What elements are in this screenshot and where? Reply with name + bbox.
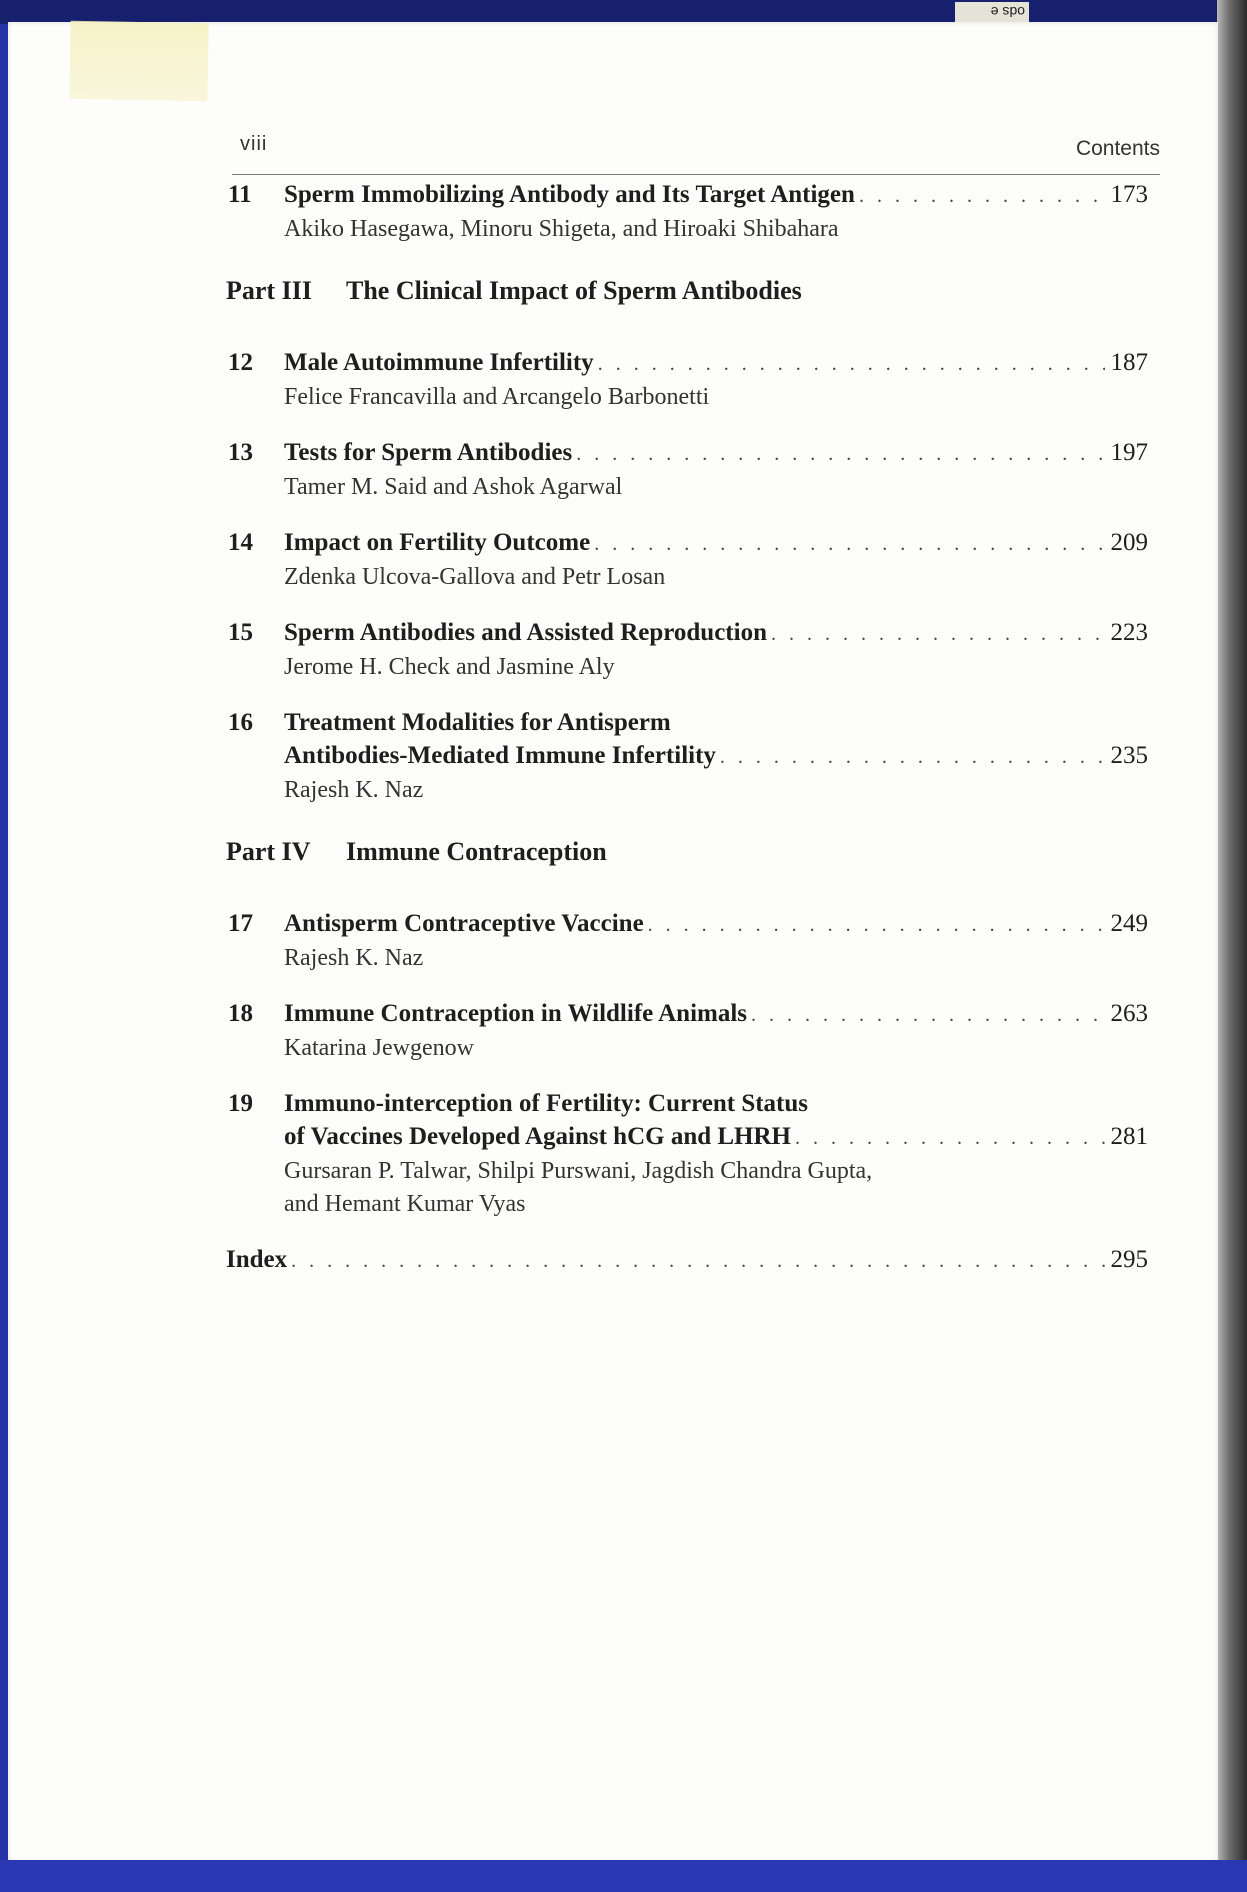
chapter-title: Impact on Fertility Outcome — [284, 529, 591, 556]
page-number: 235 — [1110, 742, 1148, 769]
chapter-authors: Tamer M. Said and Ashok Agarwal — [284, 474, 623, 500]
chapter-number: 14 — [228, 529, 253, 556]
chapter-number: 13 — [228, 439, 253, 466]
sticky-note — [69, 21, 208, 101]
page-number: 295 — [1110, 1246, 1148, 1273]
part-title: The Clinical Impact of Sperm Antibodies — [346, 276, 802, 305]
toc-entry-ch18[interactable] — [226, 997, 1148, 1065]
part-label: Part III — [226, 276, 312, 305]
top-binding-strip — [0, 0, 1247, 24]
toc-entry-ch11[interactable] — [226, 178, 1148, 246]
chapter-title: Sperm Antibodies and Assisted Reproduction — [284, 619, 767, 646]
page-header — [232, 117, 1160, 175]
dot-leader — [771, 618, 1105, 651]
part-title: Immune Contraception — [346, 837, 607, 866]
dot-leader — [795, 1122, 1104, 1155]
toc-entry-ch13[interactable] — [226, 436, 1148, 504]
page-number: 263 — [1110, 1000, 1148, 1027]
chapter-authors: Jerome H. Check and Jasmine Aly — [284, 654, 615, 680]
top-sticker-label: ods e — [955, 2, 1029, 22]
part-heading-iii — [226, 274, 1148, 308]
chapter-number: 19 — [228, 1090, 253, 1117]
chapter-title: Tests for Sperm Antibodies — [284, 439, 573, 466]
page-number: 173 — [1110, 181, 1148, 208]
toc-entry-ch12[interactable] — [226, 346, 1148, 414]
page-number: 197 — [1110, 439, 1148, 466]
table-of-contents — [226, 178, 1148, 1278]
page-number: 249 — [1110, 910, 1148, 937]
dot-leader — [594, 528, 1104, 561]
toc-entry-ch16[interactable] — [226, 706, 1148, 807]
part-heading-iv — [226, 835, 1148, 869]
page-number: 187 — [1110, 349, 1148, 376]
chapter-authors: Zdenka Ulcova-Gallova and Petr Losan — [284, 564, 666, 590]
dot-leader — [720, 741, 1105, 774]
chapter-authors-line1: Gursaran P. Talwar, Shilpi Purswani, Jagdish Chandra Gupta, — [284, 1158, 873, 1184]
chapter-number: 18 — [228, 1000, 253, 1027]
chapter-title: Sperm Immobilizing Antibody and Its Target Antigen — [284, 181, 855, 208]
toc-entry-ch15[interactable] — [226, 616, 1148, 684]
chapter-number: 11 — [228, 181, 252, 208]
chapter-number: 16 — [228, 709, 253, 736]
page-number: 223 — [1110, 619, 1148, 646]
page-number: 281 — [1110, 1123, 1148, 1150]
page-folio: viii — [240, 133, 268, 155]
chapter-authors: Katarina Jewgenow — [284, 1035, 474, 1061]
chapter-authors-line2: and Hemant Kumar Vyas — [284, 1191, 526, 1217]
chapter-number: 12 — [228, 349, 253, 376]
chapter-title-line1: Immuno-interception of Fertility: Current Status — [284, 1090, 809, 1117]
dot-leader — [291, 1245, 1104, 1278]
part-label: Part IV — [226, 837, 311, 866]
dot-leader — [598, 348, 1105, 381]
chapter-number: 17 — [228, 910, 253, 937]
chapter-authors: Akiko Hasegawa, Minoru Shigeta, and Hiroaki Shibahara — [284, 216, 839, 242]
page-number: 209 — [1110, 529, 1148, 556]
chapter-title-line2: Antibodies-Mediated Immune Infertility — [284, 742, 716, 769]
toc-entry-ch14[interactable] — [226, 526, 1148, 594]
toc-entry-index[interactable] — [226, 1243, 1148, 1278]
chapter-title: Antisperm Contraceptive Vaccine — [284, 910, 644, 937]
chapter-authors: Rajesh K. Naz — [284, 945, 424, 971]
running-title: Contents — [1075, 137, 1160, 160]
chapter-title-line1: Treatment Modalities for Antisperm — [284, 709, 671, 736]
dot-leader — [648, 909, 1105, 942]
chapter-title-line2: of Vaccines Developed Against hCG and LHRH — [284, 1123, 792, 1150]
toc-entry-ch19[interactable] — [226, 1087, 1148, 1221]
bottom-binding-strip — [0, 1860, 1247, 1892]
chapter-authors: Rajesh K. Naz — [284, 777, 424, 803]
chapter-title: Male Autoimmune Infertility — [284, 349, 594, 376]
dot-leader — [859, 180, 1105, 213]
chapter-title: Immune Contraception in Wildlife Animals — [284, 1000, 748, 1027]
page-edge-shadow — [1217, 0, 1247, 1892]
dot-leader — [751, 999, 1104, 1032]
index-title: Index — [226, 1246, 288, 1273]
dot-leader — [576, 438, 1104, 471]
toc-entry-ch17[interactable] — [226, 907, 1148, 975]
chapter-authors: Felice Francavilla and Arcangelo Barbonetti — [284, 384, 710, 410]
chapter-number: 15 — [228, 619, 253, 646]
